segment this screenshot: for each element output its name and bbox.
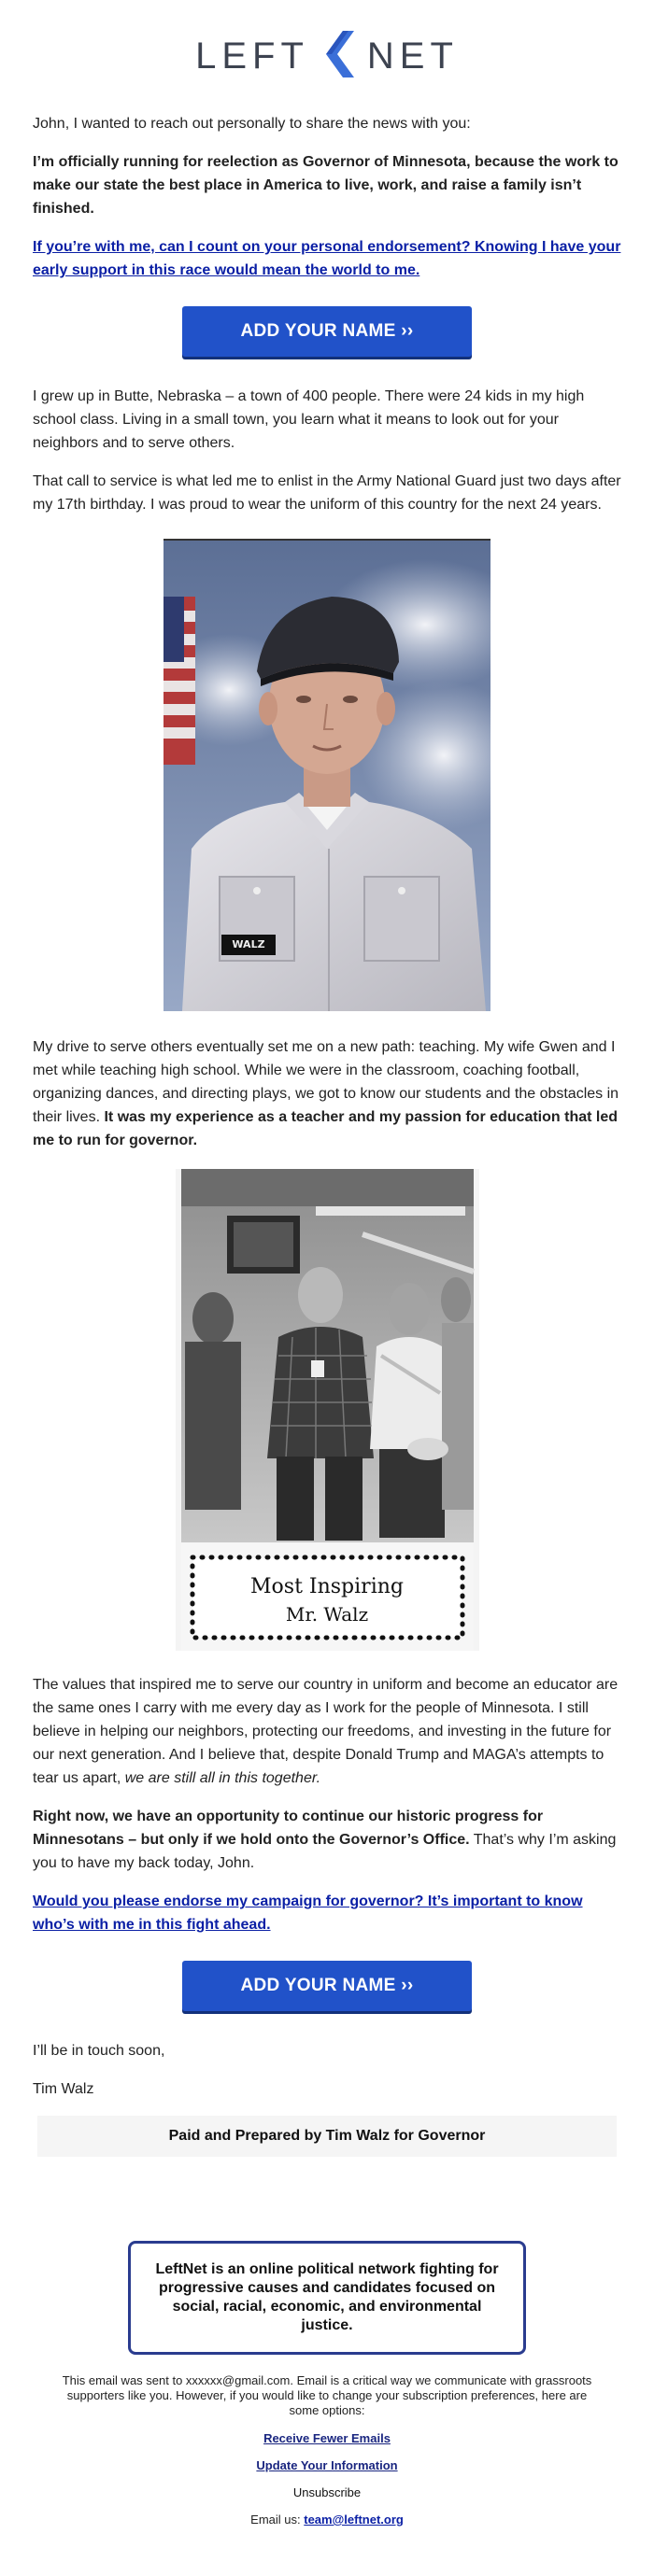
paid-for-disclaimer: Paid and Prepared by Tim Walz for Governor bbox=[37, 2116, 617, 2157]
sent-to-notice: This email was sent to xxxxxx@gmail.com. Email is a critical way we communicate with grassroots supporters like you. However, if you would like to change your subscription preferences, here are some options: bbox=[62, 2373, 592, 2417]
butte-paragraph: I grew up in Butte, Nebraska – a town of 400 people. There were 24 kids in my high school class. Living in a small town, you learn what it means to look out for your neighbors and to serve others. bbox=[33, 388, 585, 451]
chevron-logo-icon bbox=[322, 31, 354, 82]
yearbook-caption-title: Most Inspiring bbox=[250, 1575, 404, 1598]
closing-text: I’ll be in touch soon, bbox=[33, 2043, 165, 2059]
logo-right-text: NET bbox=[366, 35, 459, 77]
teaching-paragraph-text: My drive to serve others eventually set me on a new path: teaching. My wife Gwen and I met while teaching high school. While we were in the classroom, coaching football, organizing dances, and directing plays, we got to know our students and the obstacles in their lives. bbox=[33, 1039, 619, 1125]
endorse-link-2[interactable]: Would you please endorse my campaign for governor? It’s important to know who’s with me in this fight ahead. bbox=[33, 1893, 583, 1933]
logo-left-text: LEFT bbox=[195, 35, 309, 77]
teaching-paragraph-bold: It was my experience as a teacher and my passion for education that led me to run for governor. bbox=[33, 1109, 618, 1148]
email-us-line bbox=[19, 2513, 635, 2527]
add-your-name-button-2[interactable]: ADD YOUR NAME ›› bbox=[182, 1961, 472, 2011]
greeting-text: John, I wanted to reach out personally to share the news with you: bbox=[33, 116, 471, 132]
endorse-link-1[interactable]: If you’re with me, can I count on your personal endorsement? Knowing I have your early support in this race would mean the world to me. bbox=[33, 239, 621, 278]
unsubscribe-link[interactable]: Unsubscribe bbox=[292, 2485, 362, 2499]
service-paragraph: That call to service is what led me to enlist in the Army National Guard just two days after my 17th birthday. I was proud to wear the uniform of this country for the next 24 years. bbox=[33, 473, 621, 513]
army-portrait-photo bbox=[164, 539, 490, 1011]
email-container bbox=[19, 0, 635, 2527]
values-paragraph bbox=[33, 1673, 621, 1790]
update-information-link[interactable]: Update Your Information bbox=[256, 2458, 398, 2472]
now-paragraph bbox=[33, 1805, 621, 1875]
header-logo[interactable] bbox=[19, 0, 635, 112]
announcement-text: I’m officially running for reelection as Governor of Minnesota, because the work to make our state the best place in America to live, work, and raise a family isn’t finished. bbox=[33, 154, 618, 217]
yearbook-caption-name: Mr. Walz bbox=[285, 1603, 369, 1626]
signature-text: Tim Walz bbox=[33, 2081, 94, 2097]
yearbook-photo bbox=[176, 1169, 479, 1651]
leftnet-about-box: LeftNet is an online political network fighting for progressive causes and candidates focused on social, racial, economic, and environmental justice. bbox=[128, 2241, 526, 2355]
now-paragraph-bold: Right now, we have an opportunity to continue our historic progress for Minnesotans – but only if we hold onto the Governor’s Office. bbox=[33, 1809, 544, 1848]
values-paragraph-italic: we are still all in this together. bbox=[124, 1770, 321, 1786]
nametag-text: WALZ bbox=[232, 938, 265, 950]
receive-fewer-emails-link[interactable]: Receive Fewer Emails bbox=[263, 2431, 391, 2445]
add-your-name-button-1[interactable]: ADD YOUR NAME ›› bbox=[182, 306, 472, 357]
email-us-address-link[interactable]: team@leftnet.org bbox=[304, 2513, 404, 2527]
teaching-paragraph bbox=[33, 1035, 621, 1152]
values-paragraph-text: The values that inspired me to serve our country in uniform and become an educator are the same ones I carry with me every day as I work for the people of Minnesota. I still believe in helping our neighbors, protecting our freedoms, and investing in the future for our next generation. And I believe that, despite Donald Trump and MAGA’s attempts to tear us apart, bbox=[33, 1677, 618, 1786]
email-us-label: Email us: bbox=[250, 2513, 301, 2527]
now-paragraph-rest: That’s why I’m asking you to have my back today, John. bbox=[33, 1832, 617, 1871]
